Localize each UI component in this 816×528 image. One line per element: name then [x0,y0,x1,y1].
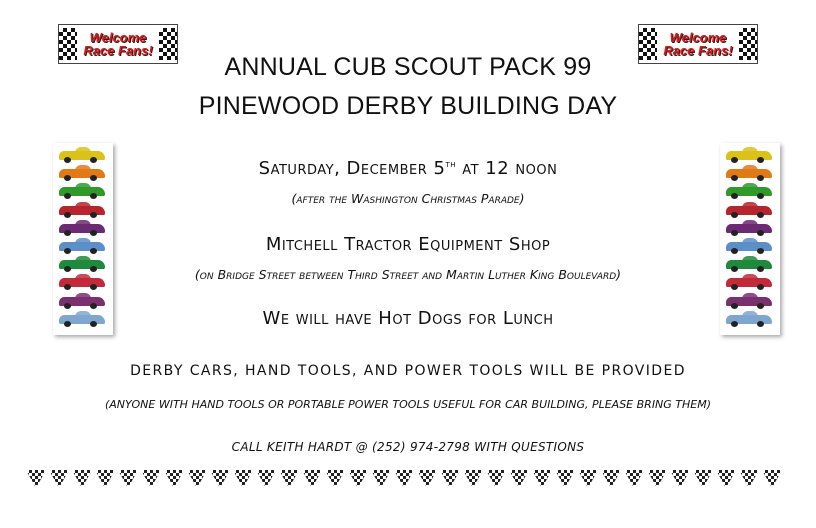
checkered-pennant-icon [739,470,759,488]
checkered-pennant-icon [463,470,483,488]
checkered-pennant-icon [647,470,667,488]
lunch-notice: We will have Hot Dogs for Lunch [262,308,554,329]
provided-note: (ANYONE WITH HAND TOOLS OR PORTABLE POWER TOOLS USEFUL FOR CAR BUILDING, PLEASE BRING THEM) [104,398,712,411]
race-car-icon [59,224,105,233]
checkered-pennant-icon [210,470,230,488]
contact-line: CALL KEITH HARDT @ (252) 974-2798 WITH QUESTIONS [231,440,585,454]
heading-line-1: ANNUAL CUB SCOUT PACK 99 [224,53,592,81]
checkered-pennant-icon [72,470,92,488]
checkered-pennant-icon [762,470,782,488]
checkered-pennant-icon [26,470,46,488]
checkered-pennant-icon [118,470,138,488]
checkered-pennant-icon [394,470,414,488]
checkered-pennant-icon [95,470,115,488]
checkered-pennant-icon [532,470,552,488]
checkered-pennant-icon [49,470,69,488]
checkered-pennant-icon [302,470,322,488]
checkered-pennant-icon [440,470,460,488]
checkered-pennant-icon [670,470,690,488]
event-location: Mitchell Tractor Equipment Shop [265,234,551,255]
race-car-icon [726,206,772,215]
checkered-pennant-row [26,470,782,488]
checkered-pennant-icon [417,470,437,488]
checkered-pennant-icon [555,470,575,488]
event-date-suffix: at 12 noon [456,158,558,179]
heading-line-2: PINEWOOD DERBY BUILDING DAY [198,92,618,120]
checkered-pennant-icon [509,470,529,488]
checkered-pennant-icon [693,470,713,488]
checkered-pennant-icon [601,470,621,488]
event-date [0,158,816,179]
checkered-pennant-icon [624,470,644,488]
event-date-prefix: Saturday, December 5 [258,158,446,179]
checkered-pennant-icon [348,470,368,488]
checkered-pennant-icon [233,470,253,488]
provided-notice: DERBY CARS, HAND TOOLS, AND POWER TOOLS WILL BE PROVIDED [130,363,686,379]
checkered-pennant-icon [578,470,598,488]
checkered-pennant-icon [716,470,736,488]
checkered-pennant-icon [141,470,161,488]
checkered-pennant-icon [486,470,506,488]
race-car-icon [59,297,105,306]
race-car-icon [726,224,772,233]
welcome-banner-text: Welcome Race Fans! [663,30,733,58]
race-car-icon [59,206,105,215]
event-location-note: (on Bridge Street between Third Street and Martin Luther King Boulevard) [194,267,622,282]
checkered-pennant-icon [279,470,299,488]
event-date-ordinal: th [445,159,456,170]
event-date-note: (after the Washington Christmas Parade) [291,191,525,206]
checkered-pennant-icon [164,470,184,488]
checkered-pennant-icon [371,470,391,488]
checkered-pennant-icon [187,470,207,488]
checkered-pennant-icon [256,470,276,488]
race-car-icon [726,297,772,306]
welcome-banner-text: Welcome Race Fans! [83,30,153,58]
checkered-pennant-icon [325,470,345,488]
